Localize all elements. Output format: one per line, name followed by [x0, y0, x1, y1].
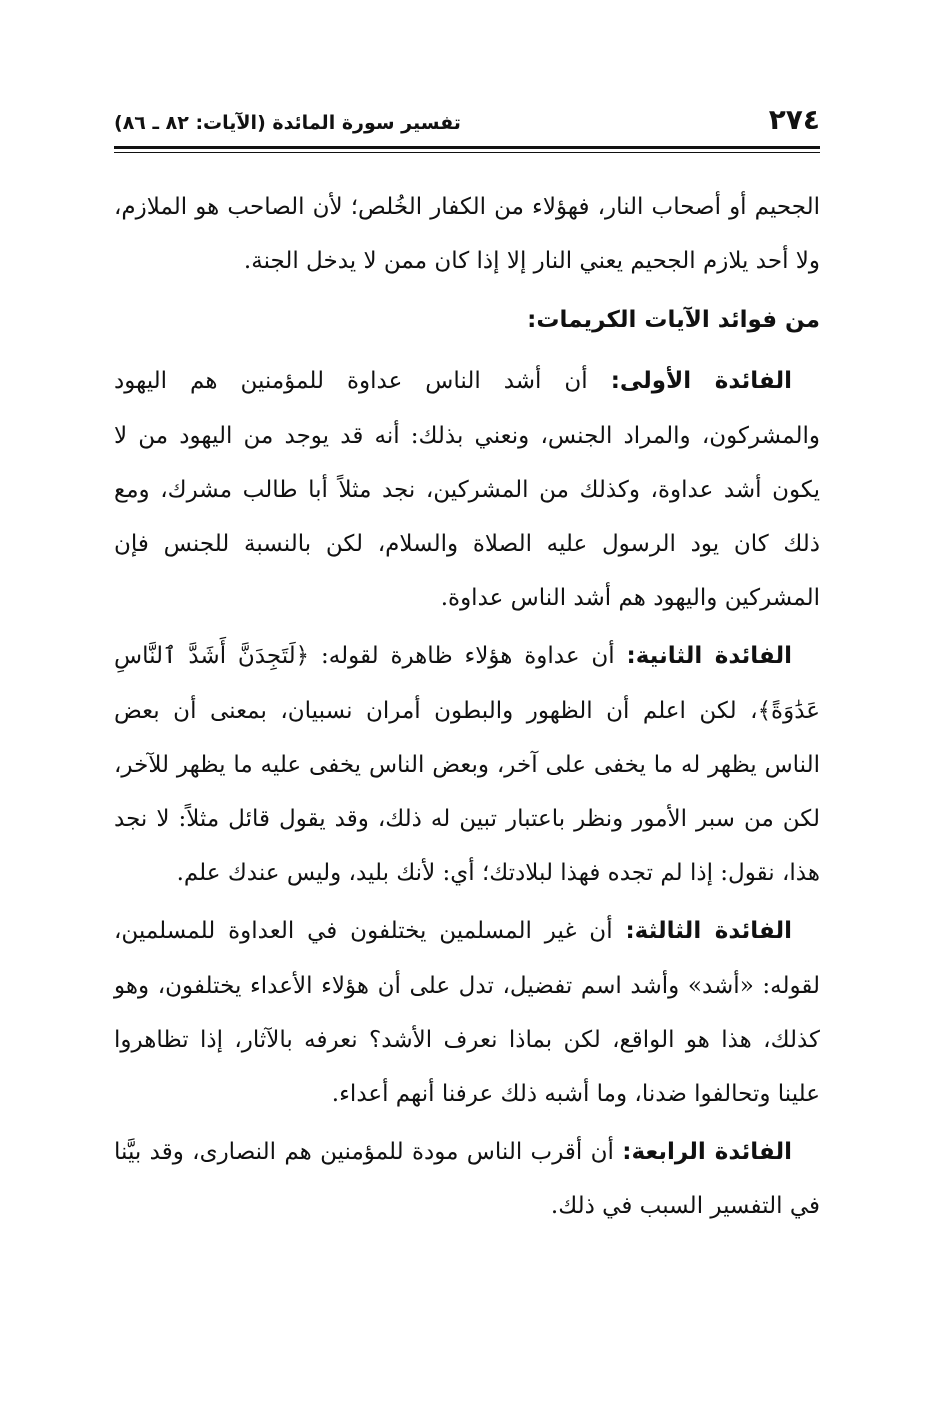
benefit-text-2-before: أن عداوة هؤلاء ظاهرة لقوله:	[309, 643, 627, 670]
benefit-title-4: الفائدة الرابعة:	[622, 1139, 792, 1166]
section-heading: من فوائد الآيات الكريمات:	[527, 307, 820, 334]
benefit-paragraph-1	[114, 354, 820, 625]
benefit-title-2: الفائدة الثانية:	[626, 643, 792, 670]
benefit-title-3: الفائدة الثالثة:	[625, 918, 792, 945]
page-header	[114, 100, 820, 146]
page-number: ٢٧٤	[768, 103, 820, 136]
header-rule-thick	[114, 146, 820, 149]
benefit-text-3: أن غير المسلمين يختلفون في العداوة للمسلمين، لقوله: «أشد» وأشد اسم تفضيل، تدل على أن هؤلاء الأعداء يختلفون، وهو كذلك، هذا هو الواقع، لكن بماذا نعرف الأشد؟ نعرفه بالآثار، إذا تظاهروا علينا وتحالفوا ضدنا، وما أشبه ذلك عرفنا أنهم أعداء.	[114, 918, 820, 1108]
quran-verse: ﴿لَتَجِدَنَّ أَشَدَّ ٱلنَّاسِ عَدَٰوَةً﴾	[114, 643, 820, 724]
benefit-title-1: الفائدة الأولى:	[610, 368, 792, 395]
benefit-text-4: أن أقرب الناس مودة للمؤمنين هم النصارى، وقد بيَّنا في التفسير السبب في ذلك.	[114, 1139, 820, 1220]
benefit-paragraph-4	[114, 1125, 820, 1233]
intro-paragraph: الجحيم أو أصحاب النار، فهؤلاء من الكفار الخُلص؛ لأن الصاحب هو الملازم، ولا أحد يلازم الجحيم يعني النار إلا إذا كان ممن لا يدخل الجنة.	[114, 194, 820, 275]
body-text	[114, 180, 820, 1238]
header-rule-thin	[114, 152, 820, 153]
benefit-paragraph-2	[114, 629, 820, 900]
benefit-text-1: أن أشد الناس عداوة للمؤمنين هم اليهود والمشركون، والمراد الجنس، ونعني بذلك: أنه قد يوجد من اليهود من لا يكون أشد عداوة، وكذلك من المشركين، نجد مثلاً أبا طالب مشرك، ومع ذلك كان يود الرسول عليه الصلاة والسلام، لكن بالنسبة للجنس فإن المشركين واليهود هم أشد الناس عداوة.	[114, 368, 820, 612]
running-title: تفسير سورة المائدة (الآيات: ٨٢ ـ ٨٦)	[114, 112, 461, 134]
benefit-text-2-after: ، لكن اعلم أن الظهور والبطون أمران نسبيان، بمعنى أن بعض الناس يظهر له ما يخفى على آخر، وبعض الناس يخفى عليه ما يظهر للآخر، لكن من سبر الأمور ونظر باعتبار تبين له ذلك، وقد يقول قائل مثلاً: لا نجد هذا، نقول: إذا لم تجده فهذا لبلادتك؛ أي: لأنك بليد، وليس عندك علم.	[114, 697, 820, 887]
benefit-paragraph-3	[114, 904, 820, 1121]
